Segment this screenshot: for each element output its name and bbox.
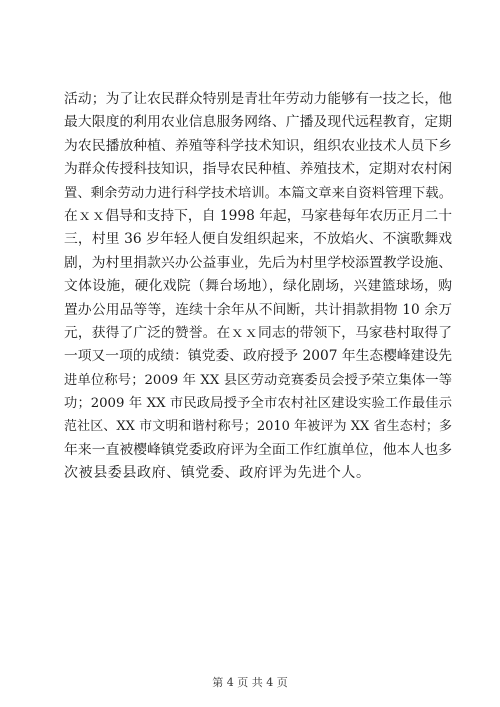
- body-text: [64, 88, 452, 486]
- text-line: 次被县委县政府、镇党委、政府评为先进个人。: [64, 465, 371, 482]
- text-line: 功；2009 年 XX 市民政局授予全市农村社区建设实验工作最佳示: [64, 396, 452, 412]
- text-line: 为农民播放种植、养殖等科学技术知识，组织农业技术人员下乡: [64, 137, 452, 154]
- text-line: 年来一直被樱峰镇党委政府评为全面工作红旗单位，他本人也多: [64, 441, 452, 458]
- text-line: 进单位称号；2009 年 XX 县区劳动竞赛委员会授予荣立集体一等: [64, 372, 452, 388]
- text-line: 在ｘｘ倡导和支持下，自 1998 年起，马家巷每年农历正月二十: [64, 207, 452, 224]
- text-line: 三，村里 36 岁年轻人便自发组织起来，不放焰火、不演歌舞戏: [64, 231, 452, 248]
- text-line: 剧，为村里捐款兴办公益事业，先后为村里学校添置教学设施、: [64, 254, 452, 271]
- text-line: 范社区、XX 市文明和谐村称号；2010 年被评为 XX 省生态村；多: [64, 419, 452, 435]
- text-line: 为群众传授科技知识，指导农民种植、养殖技术，定期对农村闲: [64, 161, 452, 178]
- text-line: 一项又一项的成绩：镇党委、政府授予 2007 年生态樱峰建设先: [64, 348, 452, 365]
- text-line: 文体设施，硬化戏院（舞台场地），绿化剧场，兴建篮球场，购: [64, 278, 452, 295]
- page-number-footer: 第 4 页 共 4 页: [212, 676, 288, 689]
- text-line: 置、剩余劳动力进行科学技术培训。本篇文章来自资料管理下载。: [64, 185, 452, 201]
- text-line: 活动；为了让农民群众特别是青壮年劳动力能够有一技之长，他: [64, 91, 452, 107]
- text-line: 最大限度的利用农业信息服务网络、广播及现代远程教育，定期: [64, 114, 452, 131]
- text-line: 元，获得了广泛的赞誉。在ｘｘ同志的带领下，马家巷村取得了: [64, 324, 452, 341]
- text-line: 置办公用品等等，连续十余年从不间断，共计捐款捐物 10 余万: [64, 301, 452, 318]
